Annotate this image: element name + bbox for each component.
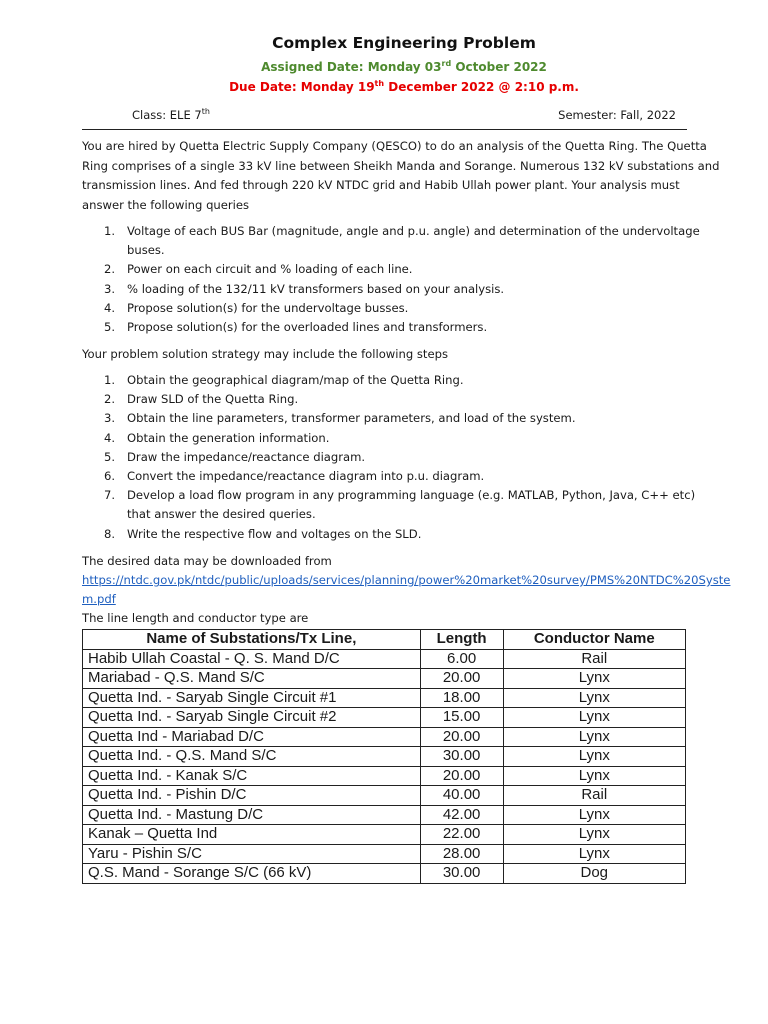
table-row: Quetta Ind. - Saryab Single Circuit #2 15.00 Lynx [83,708,686,728]
list-item: 5. Draw the impedance/reactance diagram. [104,449,366,464]
list-item: 4. Obtain the generation information. [104,430,330,445]
list-item: 3. % loading of the 132/11 kV transformers based on your analysis. [104,281,505,296]
table-row: Habib Ullah Coastal - Q. S. Mand D/C 6.00 Rail [83,649,686,669]
download-text: The desired data may be downloaded from [82,554,332,568]
list-item: 1. Voltage of each BUS Bar (magnitude, angle and p.u. angle) and determination of the undervoltage buses. [104,224,700,258]
list-item: 2. Draw SLD of the Quetta Ring. [104,392,299,407]
table-row: Quetta Ind. - Pishin D/C 40.00 Rail [83,786,686,806]
download-link[interactable]: https://ntdc.gov.pk/ntdc/public/uploads/services/planning/power%20market%20survey/PMS%20NTDC%20System.pdf [82,573,731,606]
list-item: 3. Obtain the line parameters, transformer parameters, and load of the system. [104,411,576,426]
table-row: Quetta Ind. - Mastung D/C 42.00 Lynx [83,805,686,825]
table-row: Quetta Ind. - Saryab Single Circuit #1 18.00 Lynx [83,688,686,708]
assigned-date: Assigned Date: Monday 03rd October 2022 [261,59,547,74]
strategy-intro: Your problem solution strategy may include the following steps [82,347,449,361]
list-item: 8. Write the respective flow and voltages on the SLD. [104,526,422,541]
list-item: 2. Power on each circuit and % loading of each line. [104,262,413,277]
table-row: Q.S. Mand - Sorange S/C (66 kV) 30.00 Dog [83,864,686,884]
list-item: 5. Propose solution(s) for the overloaded lines and transformers. [104,320,488,335]
list-item: 1. Obtain the geographical diagram/map of the Quetta Ring. [104,373,464,387]
table-intro: The line length and conductor type are [82,611,309,625]
steps-list [82,371,722,544]
table-row: Mariabad - Q.S. Mand S/C 20.00 Lynx [83,669,686,689]
table-row: Quetta Ind. - Q.S. Mand S/C 30.00 Lynx [83,747,686,767]
table-header-row [83,630,686,650]
column-header-length: Length [420,630,503,650]
table-row: Kanak – Quetta Ind 22.00 Lynx [83,825,686,845]
table-row: Yaru - Pishin S/C 28.00 Lynx [83,844,686,864]
column-header-conductor: Conductor Name [503,630,685,650]
list-item: 4. Propose solution(s) for the undervoltage busses. [104,300,409,315]
header-divider [82,129,687,130]
document-title: Complex Engineering Problem [272,34,536,52]
table-row: Quetta Ind - Mariabad D/C 20.00 Lynx [83,727,686,747]
column-header-name: Name of Substations/Tx Line, [83,630,421,650]
list-item: 6. Convert the impedance/reactance diagram into p.u. diagram. [104,469,485,484]
intro-paragraph: You are hired by Quetta Electric Supply Company (QESCO) to do an analysis of the Quetta Ring. The Quetta Ring comprises of a single 33 kV line between Sheikh Manda and Sorange. Numerous 132 kV substations and transmission lines. And fed through 220 kV NTDC grid and Habib Ullah power plant. Your analysis must answer the following queries [82,139,720,212]
due-date: Due Date: Monday 19th December 2022 @ 2:10 p.m. [229,79,579,94]
semester-label: Semester: Fall, 2022 [558,108,676,122]
list-item: 7. Develop a load flow program in any programming language (e.g. MATLAB, Python, Java, C++ etc) that answer the desired queries. [104,488,696,522]
table-row: Quetta Ind. - Kanak S/C 20.00 Lynx [83,766,686,786]
queries-list [82,222,722,337]
line-conductor-table [82,629,686,884]
class-label: Class: ELE 7th [132,107,210,122]
